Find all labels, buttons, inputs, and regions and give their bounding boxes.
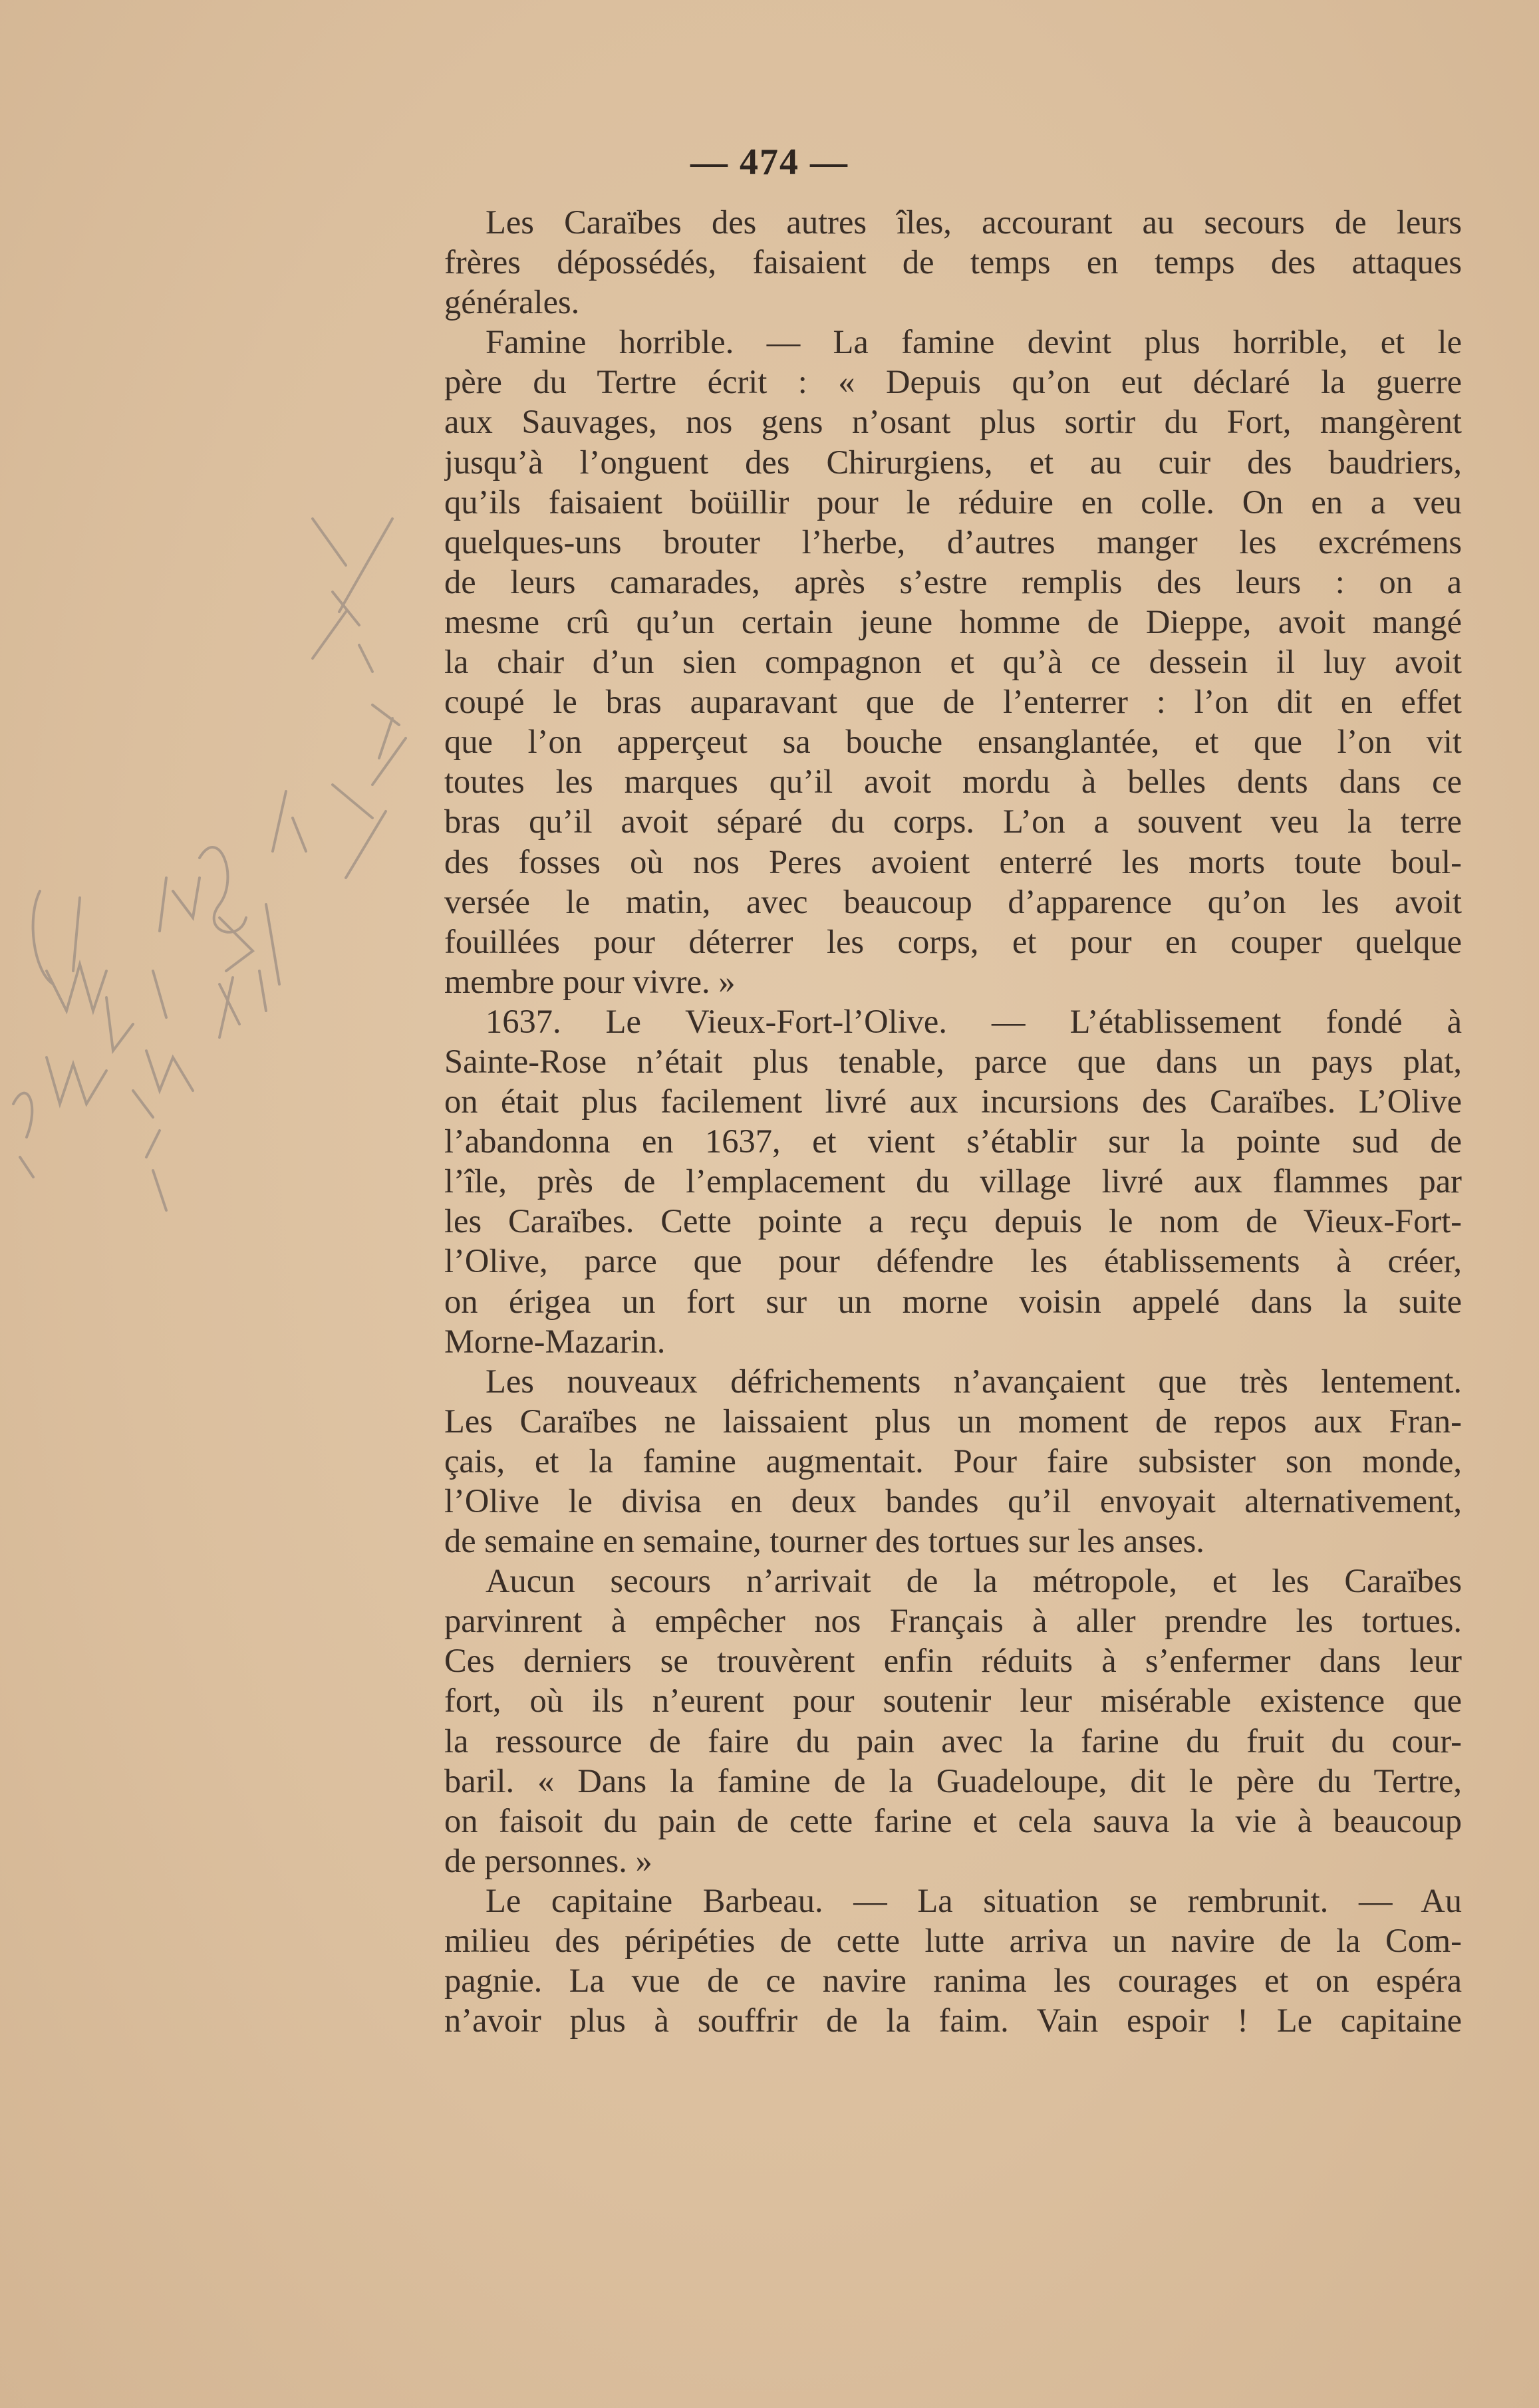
text-line: milieu des péripéties de cette lutte arriva un navire de la Com- bbox=[444, 1922, 1462, 1960]
text-line: Famine horrible. — La famine devint plus horrible, et le bbox=[486, 323, 1462, 361]
text-line: de personnes. » bbox=[444, 1841, 652, 1879]
text-line: Sainte-Rose n’était plus tenable, parce que dans un pays plat, bbox=[444, 1042, 1462, 1080]
text-line: l’Olive, parce que pour défendre les établissements à créer, bbox=[444, 1242, 1462, 1280]
text-line: pagnie. La vue de ce navire ranima les courages et on espéra bbox=[444, 1962, 1462, 2000]
text-line: Les nouveaux défrichements n’avançaient que très lentement. bbox=[486, 1362, 1462, 1400]
text-line: n’avoir plus à souffrir de la faim. Vain espoir ! Le capitaine bbox=[444, 2002, 1462, 2040]
text-line: l’Olive le divisa en deux bandes qu’il envoyait alternativement, bbox=[444, 1482, 1462, 1520]
text-line: fort, où ils n’eurent pour soutenir leur misérable existence que bbox=[444, 1682, 1462, 1720]
text-line: Ces derniers se trouvèrent enfin réduits à s’enfermer dans leur bbox=[444, 1642, 1462, 1680]
text-line: l’abandonna en 1637, et vient s’établir sur la pointe sud de bbox=[444, 1123, 1462, 1160]
text-line: la ressource de faire du pain avec la farine du fruit du cour- bbox=[444, 1722, 1462, 1760]
text-line: générales. bbox=[444, 283, 580, 321]
text-line: de leurs camarades, après s’estre remplis des leurs : on a bbox=[444, 563, 1462, 601]
text-line: versée le matin, avec beaucoup d’apparence qu’on les avoit bbox=[444, 882, 1462, 920]
text-line: Aucun secours n’arrivait de la métropole, et les Caraïbes bbox=[486, 1562, 1462, 1600]
text-line: on érigea un fort sur un morne voisin appelé dans la suite bbox=[444, 1282, 1462, 1320]
text-line: parvinrent à empêcher nos Français à aller prendre les tortues. bbox=[444, 1602, 1462, 1640]
text-line: 1637. Le Vieux-Fort-l’Olive. — L’établissement fondé à bbox=[486, 1002, 1462, 1040]
text-line: Les Caraïbes ne laissaient plus un moment de repos aux Fran- bbox=[444, 1402, 1462, 1440]
text-line: baril. « Dans la famine de la Guadeloupe, dit le père du Tertre, bbox=[444, 1762, 1462, 1800]
text-line: bras qu’il avoit séparé du corps. L’on a souvent veu la terre bbox=[444, 803, 1462, 841]
text-line: toutes les marques qu’il avoit mordu à belles dents dans ce bbox=[444, 763, 1462, 801]
text-line: jusqu’à l’onguent des Chirurgiens, et au cuir des baudriers, bbox=[444, 443, 1462, 481]
text-line: qu’ils faisaient boüillir pour le réduire en colle. On en a veu bbox=[444, 483, 1462, 521]
text-line: çais, et la famine augmentait. Pour faire subsister son monde, bbox=[444, 1442, 1462, 1480]
text-line: aux Sauvages, nos gens n’osant plus sortir du Fort, mangèrent bbox=[444, 403, 1462, 441]
text-line: on faisoit du pain de cette farine et cela sauva la vie à beaucoup bbox=[444, 1802, 1462, 1839]
text-line: membre pour vivre. » bbox=[444, 962, 736, 1000]
body-text bbox=[444, 202, 1462, 2040]
handwritten-scribble-margin bbox=[0, 505, 426, 1237]
text-line: on était plus facilement livré aux incursions des Caraïbes. L’Olive bbox=[444, 1083, 1462, 1121]
text-line: la chair d’un sien compagnon et qu’à ce dessein il luy avoit bbox=[444, 643, 1462, 681]
text-line: mesme crû qu’un certain jeune homme de Dieppe, avoit mangé bbox=[444, 602, 1462, 640]
text-line: que l’on apperçeut sa bouche ensanglantée, et que l’on vit bbox=[444, 723, 1462, 761]
text-line: les Caraïbes. Cette pointe a reçu depuis le nom de Vieux-Fort- bbox=[444, 1202, 1462, 1240]
text-line: frères dépossédés, faisaient de temps en temps des attaques bbox=[444, 243, 1462, 281]
text-line: de semaine en semaine, tourner des tortues sur les anses. bbox=[444, 1522, 1204, 1560]
text-line: Les Caraïbes des autres îles, accourant au secours de leurs bbox=[486, 203, 1462, 241]
text-line: fouillées pour déterrer les corps, et pour en couper quelque bbox=[444, 922, 1462, 960]
text-line: coupé le bras auparavant que de l’enterrer : l’on dit en effet bbox=[444, 683, 1462, 721]
text-line: quelques-uns brouter l’herbe, d’autres manger les excrémens bbox=[444, 523, 1462, 561]
text-line: Le capitaine Barbeau. — La situation se rembrunit. — Au bbox=[486, 1881, 1462, 1919]
text-line: père du Tertre écrit : « Depuis qu’on eut déclaré la guerre bbox=[444, 363, 1462, 401]
text-line: l’île, près de l’emplacement du village livré aux flammes par bbox=[444, 1162, 1462, 1200]
text-line: des fosses où nos Peres avoient enterré les morts toute boul- bbox=[444, 843, 1462, 880]
text-line: Morne-Mazarin. bbox=[444, 1322, 666, 1360]
page-number: — 474 — bbox=[690, 142, 849, 183]
